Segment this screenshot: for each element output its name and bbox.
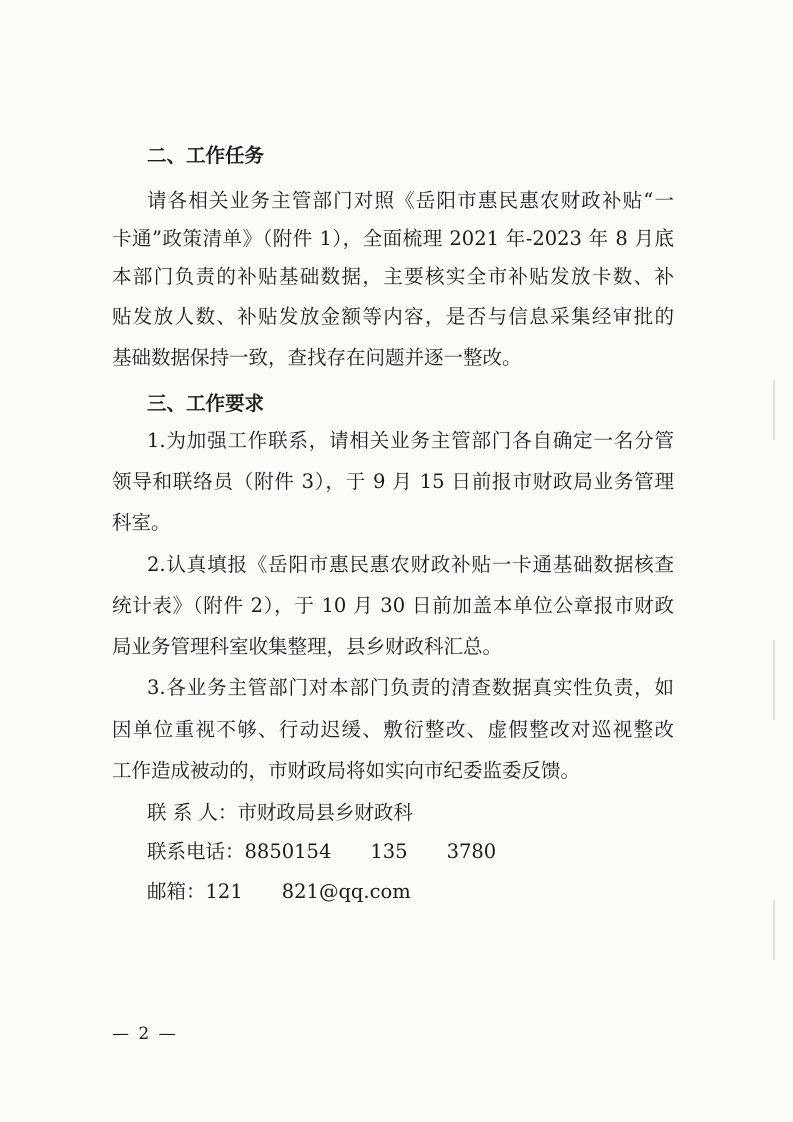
scan-margin-mark [773, 900, 775, 960]
contact-phone: 联系电话：8850154 135 3780 [147, 840, 497, 863]
section-2-line-1: 请各相关业务主管部门对照《岳阳市惠民惠农财政补贴“一 [147, 189, 674, 212]
scan-margin-mark [773, 640, 775, 720]
item-1-line-1: 1.为加强工作联系，请相关业务主管部门各自确定一名分管 [147, 429, 674, 452]
item-1-line-3: 科室。 [112, 511, 171, 534]
item-2-line-3: 局业务管理科室收集整理，县乡财政科汇总。 [112, 635, 503, 658]
section-2-line-5: 基础数据保持一致，查找存在问题并逐一整改。 [112, 346, 522, 369]
item-2-line-2: 统计表》（附件 2），于 10 月 30 日前加盖本单位公章报市财政 [112, 594, 674, 617]
item-3-line-1: 3.各业务主管部门对本部门负责的清查数据真实性负责，如 [147, 676, 674, 699]
item-3-line-3: 工作造成被动的，市财政局将如实向市纪委监委反馈。 [112, 759, 581, 782]
item-2-line-1: 2.认真填报《岳阳市惠民惠农财政补贴一卡通基础数据核查 [147, 553, 674, 576]
page-number: — 2 — [112, 1024, 178, 1044]
contact-person: 联 系 人：市财政局县乡财政科 [147, 801, 413, 824]
section-2-line-4: 贴发放人数、补贴发放金额等内容，是否与信息采集经审批的 [112, 305, 674, 328]
section-3-heading: 三、工作要求 [147, 392, 265, 415]
section-2-heading: 二、工作任务 [147, 144, 265, 167]
section-2-line-3: 本部门负责的补贴基础数据，主要核实全市补贴发放卡数、补 [112, 265, 674, 288]
scan-margin-mark [773, 380, 775, 440]
section-2-line-2: 卡通”政策清单》（附件 1），全面梳理 2021 年-2023 年 8 月底 [112, 227, 674, 250]
item-3-line-2: 因单位重视不够、行动迟缓、敷衍整改、虚假整改对巡视整改 [112, 718, 674, 741]
contact-email: 邮箱：121 821@qq.com [147, 880, 411, 903]
item-1-line-2: 领导和联络员（附件 3），于 9 月 15 日前报市财政局业务管理 [112, 470, 674, 493]
